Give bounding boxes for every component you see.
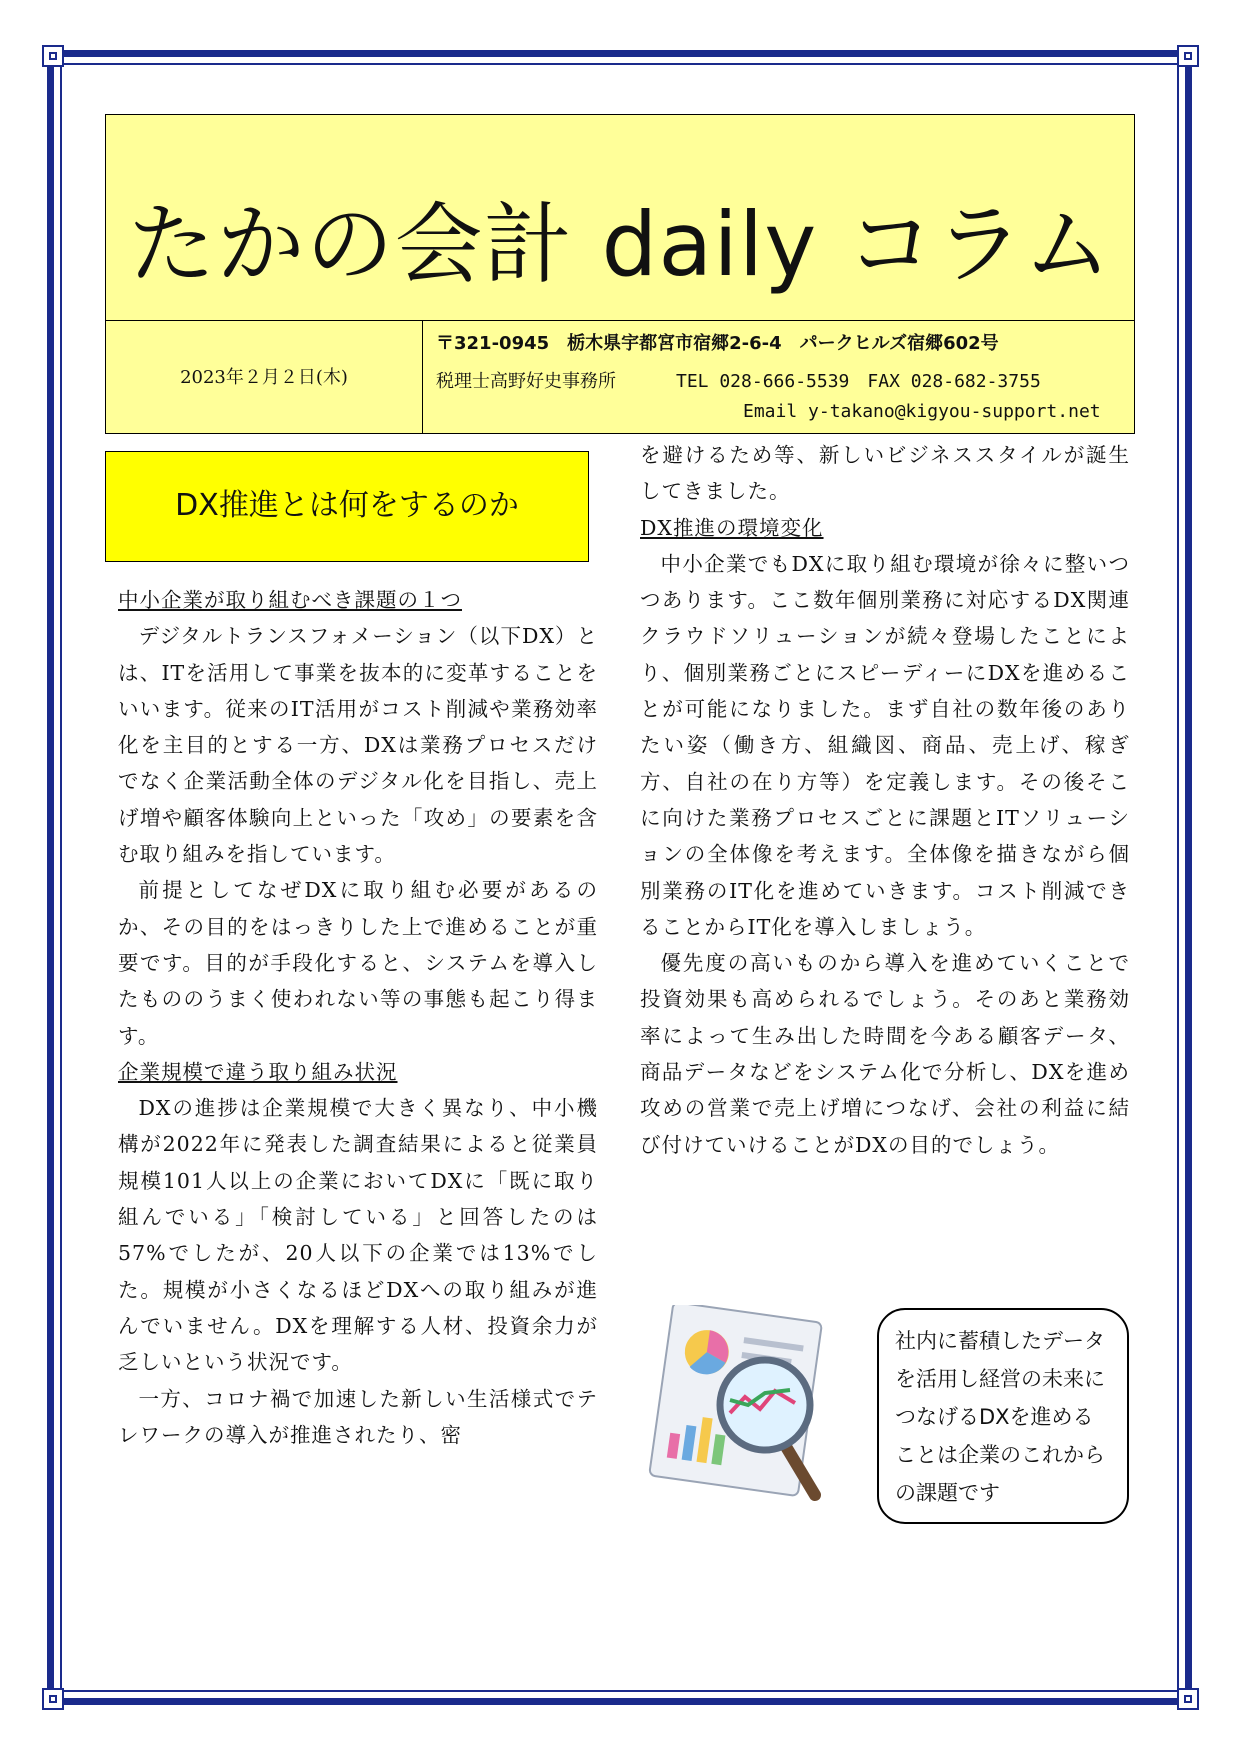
paragraph: 一方、コロナ禍で加速した新しい生活様式でテレワークの導入が推進されたり、密: [118, 1386, 598, 1447]
paragraph: デジタルトランスフォメーション（以下DX）とは、ITを活用して事業を抜本的に変革することをいいます。従来のIT活用がコスト削減や業務効率化を主目的とする一方、DXは業務プロセスだけでなく企業活動全体のデジタル化を目指し、売上げ増や顧客体験向上といった「攻め」の要素を含む取り組みを指しています。: [118, 624, 598, 867]
corner-ornament: [1177, 1688, 1199, 1710]
page-title: たかの会計 daily コラム: [127, 193, 1113, 296]
right-column: [640, 437, 1130, 1163]
info-row: [106, 320, 1134, 433]
section-heading: 中小企業が取り組むべき課題の１つ: [118, 588, 462, 612]
paragraph: 優先度の高いものから導入を進めていくことで投資効果も高められるでしょう。そのあと業務効率によって生み出した時間を今ある顧客データ、商品データなどをシステム化で分析し、DXを進め攻めの営業で売上げ増につなげ、会社の利益に結び付けていけることがDXの目的でしょう。: [640, 951, 1130, 1157]
paragraph: を避けるため等、新しいビジネススタイルが誕生してきました。: [640, 443, 1130, 504]
left-column: [118, 582, 598, 1453]
paragraph: 中小企業でもDXに取り組む環境が徐々に整いつつあります。ここ数年個別業務に対応するDX関連クラウドソリューションが続々登場したことにより、個別業務ごとにスピーディーにDXを進めることが可能になりました。まず自社の数年後のありたい姿（働き方、組織図、商品、売上げ、稼ぎ方、自社の在り方等）を定義します。その後そこに向けた業務プロセスごとに課題とITソリューションの全体像を考えます。全体像を描きながら個別業務のIT化を進めていきます。コスト削減できることからIT化を導入しましょう。: [640, 551, 1130, 939]
office-address: 〒321-0945 栃木県宇都宮市宿郷2-6-4 パークヒルズ宿郷602号: [436, 333, 999, 354]
article-subject: DX推進とは何をするのか: [105, 451, 589, 562]
section-heading: DX推進の環境変化: [640, 515, 824, 540]
corner-ornament: [1177, 45, 1199, 67]
office-name: 税理士高野好史事務所: [436, 371, 616, 392]
paragraph: 前提としてなぜDXに取り組む必要があるのか、その目的をはっきりした上で進めることが重要です。目的が手段化すると、システムを導入したもののうまく使われない等の事態も起こり得ます。: [118, 878, 598, 1048]
tel-fax: TEL 028-666-5539 FAX 028-682-3755: [676, 371, 1041, 392]
paragraph: DXの進捗は企業規模で大きく異なり、中小機構が2022年に発表した調査結果によると従業員規模101人以上の企業においてDXに「既に取り組んでいる」「検討している」と回答したのは57%でしたが、20人以下の企業では13%でした。規模が小さくなるほどDXへの取り組みが進んでいません。DXを理解する人材、投資余力が乏しいという状況です。: [118, 1096, 598, 1375]
corner-ornament: [42, 45, 64, 67]
corner-ornament: [42, 1688, 64, 1710]
office-email: Email y-takano@kigyou-support.net: [743, 401, 1101, 422]
office-contact: [436, 367, 1041, 393]
header-box: [105, 114, 1135, 434]
speech-bubble: 社内に蓄積したデータを活用し経営の未来につなげるDXを進めることは企業のこれからの課題です: [877, 1308, 1129, 1524]
section-heading: 企業規模で違う取り組み状況: [118, 1059, 398, 1084]
issue-date: 2023年２月２日(木): [106, 321, 423, 433]
data-analysis-illustration: [640, 1305, 885, 1505]
